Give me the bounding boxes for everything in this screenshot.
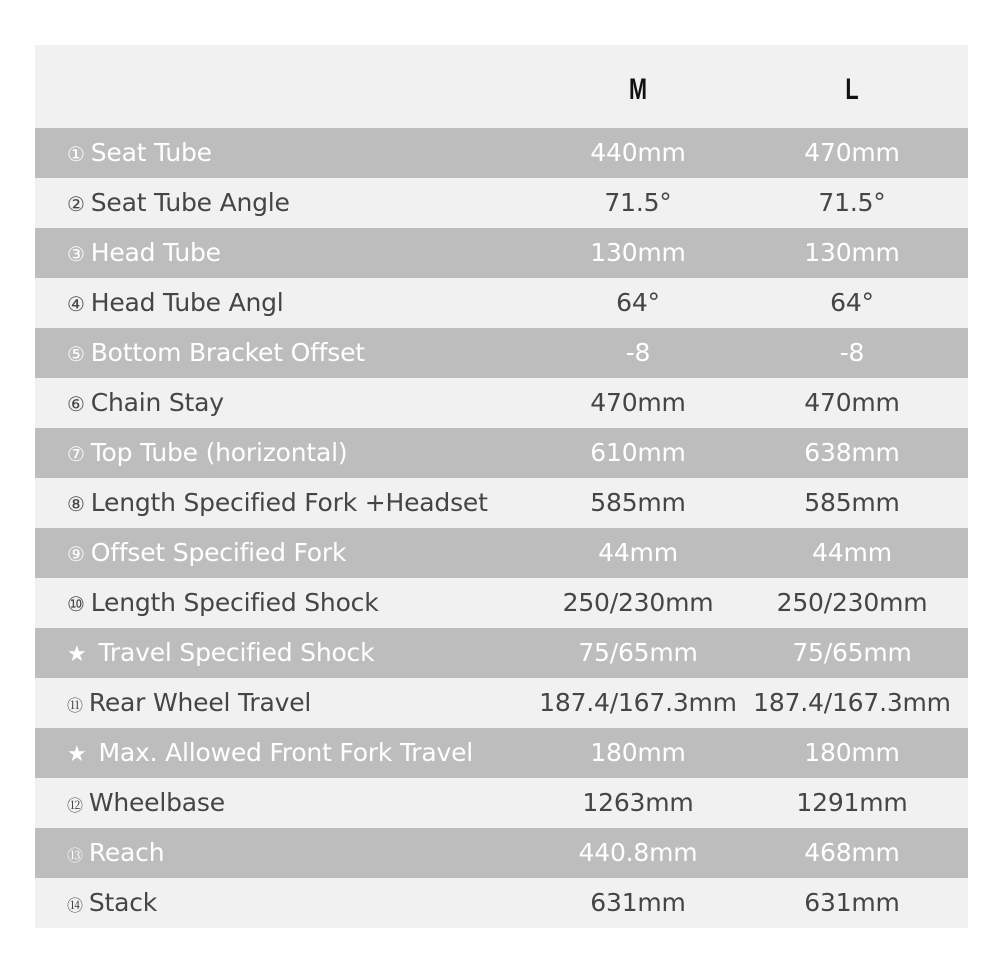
value-cell-m: 610mm (590, 438, 686, 467)
row-label-text: Rear Wheel Travel (88, 688, 312, 717)
table-header (35, 45, 968, 128)
value-cell-l: -8 (839, 338, 865, 367)
row-label-text: Max. Allowed Front Fork Travel (98, 738, 474, 767)
value-cell-l: 130mm (804, 238, 900, 267)
table-row (35, 878, 968, 928)
row-label (67, 578, 379, 628)
value-cell-m: 1263mm (582, 788, 694, 817)
value-cell-l: 71.5° (818, 188, 886, 217)
value-cell-m: -8 (625, 338, 651, 367)
row-label-text: Stack (88, 888, 158, 917)
row-label (67, 728, 473, 778)
star-icon: ★ (67, 642, 87, 667)
table-row (35, 678, 968, 728)
table-row (35, 628, 968, 678)
row-number-marker: ⑪ (67, 696, 83, 715)
value-cell-l: 187.4/167.3mm (753, 688, 951, 717)
row-label-text: Seat Tube Angle (90, 188, 290, 217)
value-cell-m: 44mm (598, 538, 678, 567)
value-cell-l: 468mm (804, 838, 900, 867)
table-row (35, 228, 968, 278)
row-label (67, 778, 225, 828)
row-label (67, 528, 346, 578)
table-row (35, 378, 968, 428)
row-label-text: Wheelbase (88, 788, 225, 817)
geometry-table (35, 45, 968, 927)
row-label-text: Offset Specified Fork (90, 538, 347, 567)
size-column-header-l: L (845, 73, 859, 106)
row-number-marker: ⑩ (67, 592, 85, 616)
row-label-text: Seat Tube (90, 138, 212, 167)
table-row (35, 578, 968, 628)
value-cell-l: 638mm (804, 438, 900, 467)
value-cell-l: 75/65mm (792, 638, 912, 667)
size-column-header-m: M (629, 73, 647, 106)
row-label (67, 628, 374, 678)
row-number-marker: ⑭ (67, 896, 83, 915)
value-cell-m: 180mm (590, 738, 686, 767)
table-body (35, 128, 968, 928)
row-number-marker: ⑥ (67, 392, 85, 416)
row-label (67, 278, 284, 328)
table-row (35, 528, 968, 578)
row-label (67, 328, 365, 378)
table-row (35, 328, 968, 378)
table-row (35, 128, 968, 178)
row-label-text: Bottom Bracket Offset (90, 338, 365, 367)
row-label (67, 878, 157, 928)
row-label-text: Travel Specified Shock (98, 638, 375, 667)
table-row (35, 178, 968, 228)
value-cell-l: 470mm (804, 138, 900, 167)
value-cell-m: 64° (616, 288, 660, 317)
table-row (35, 278, 968, 328)
row-number-marker: ① (67, 142, 85, 166)
row-number-marker: ⑤ (67, 342, 85, 366)
row-label-text: Length Specified Fork +Headset (90, 488, 488, 517)
row-label (67, 828, 164, 878)
row-number-marker: ⑦ (67, 442, 85, 466)
value-cell-l: 470mm (804, 388, 900, 417)
value-cell-m: 585mm (590, 488, 686, 517)
table-row (35, 478, 968, 528)
value-cell-l: 631mm (804, 888, 900, 917)
row-label (67, 428, 347, 478)
value-cell-m: 470mm (590, 388, 686, 417)
value-cell-m: 71.5° (604, 188, 672, 217)
value-cell-l: 180mm (804, 738, 900, 767)
row-number-marker: ③ (67, 242, 85, 266)
value-cell-m: 440mm (590, 138, 686, 167)
row-label-text: Head Tube (90, 238, 221, 267)
value-cell-l: 44mm (812, 538, 892, 567)
row-label (67, 128, 212, 178)
row-number-marker: ⑬ (67, 846, 83, 865)
value-cell-m: 130mm (590, 238, 686, 267)
row-label-text: Reach (88, 838, 165, 867)
row-number-marker: ⑧ (67, 492, 85, 516)
value-cell-m: 250/230mm (562, 588, 714, 617)
row-label (67, 378, 224, 428)
star-icon: ★ (67, 742, 87, 767)
row-number-marker: ⑨ (67, 542, 85, 566)
value-cell-m: 75/65mm (578, 638, 698, 667)
value-cell-m: 631mm (590, 888, 686, 917)
row-number-marker: ② (67, 192, 85, 216)
value-cell-l: 585mm (804, 488, 900, 517)
row-label-text: Length Specified Shock (90, 588, 379, 617)
value-cell-l: 1291mm (796, 788, 908, 817)
row-label-text: Chain Stay (90, 388, 224, 417)
table-row (35, 778, 968, 828)
value-cell-l: 64° (830, 288, 874, 317)
row-label (67, 678, 311, 728)
row-label-text: Top Tube (horizontal) (90, 438, 348, 467)
row-label-text: Head Tube Angl (90, 288, 284, 317)
row-label (67, 178, 290, 228)
row-number-marker: ⑫ (67, 796, 83, 815)
row-number-marker: ④ (67, 292, 85, 316)
value-cell-m: 440.8mm (578, 838, 698, 867)
row-label (67, 478, 488, 528)
value-cell-l: 250/230mm (776, 588, 928, 617)
table-row (35, 728, 968, 778)
row-label (67, 228, 221, 278)
table-row (35, 828, 968, 878)
value-cell-m: 187.4/167.3mm (539, 688, 737, 717)
table-row (35, 428, 968, 478)
